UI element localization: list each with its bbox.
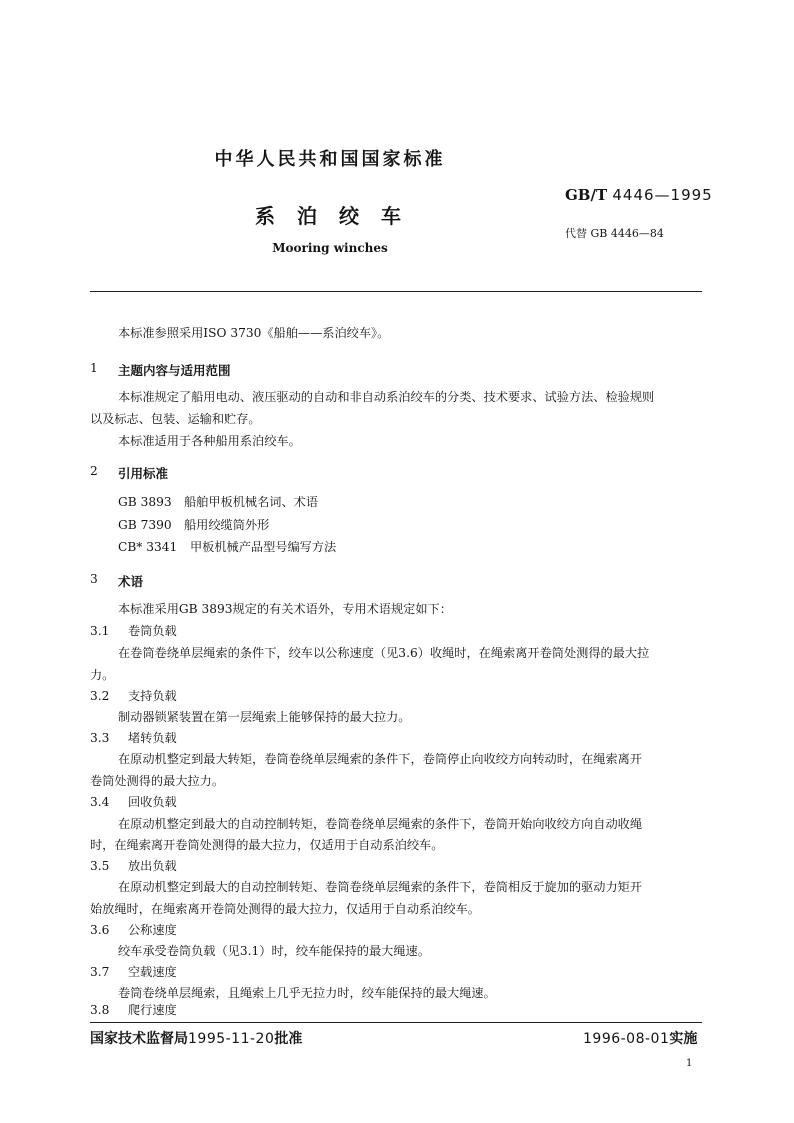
standard-year: 4446—1995 [612, 186, 713, 204]
term-name: 堵转负载 [128, 731, 177, 745]
section-1-paragraph-2: 本标准适用于各种船用系泊绞车。 [118, 434, 301, 448]
country-standard-title: 中华人民共和国国家标准 [214, 149, 446, 170]
term-name: 公称速度 [128, 923, 177, 937]
term-number: 3.5 [90, 859, 110, 873]
implementation-line [583, 1028, 697, 1048]
term-name: 卷筒负载 [128, 624, 177, 638]
reference-code: GB 7390 [118, 518, 172, 532]
approval-suffix: 批准 [274, 1031, 303, 1047]
term-number: 3.2 [90, 689, 110, 703]
term-number: 3.7 [90, 965, 110, 979]
standard-prefix: GB/T [565, 186, 608, 204]
section-1-paragraph-line1: 本标准规定了船用电动、液压驱动的自动和非自动系泊绞车的分类、技术要求、试验方法、检验规则 [118, 390, 655, 404]
term-number: 3.6 [90, 923, 110, 937]
term-number: 3.1 [90, 624, 110, 638]
term-number: 3.8 [90, 1003, 110, 1017]
term-number: 3.4 [90, 795, 110, 809]
term-name: 回收负载 [128, 795, 177, 809]
section-1-title: 主题内容与适用范围 [118, 363, 231, 378]
document-title-en: Mooring winches [272, 241, 388, 255]
approval-line [90, 1028, 302, 1048]
reference-name: 船用绞缆筒外形 [184, 518, 270, 532]
term-definition-line1: 卷筒卷绕单层绳索，且绳索上几乎无拉力时，绞车能保持的最大绳速。 [118, 986, 496, 1000]
section-3-title: 术语 [118, 574, 144, 589]
reference-code: CB* 3341 [118, 540, 178, 554]
term-definition-line1: 在原动机整定到最大转矩，卷筒卷绕单层绳索的条件下，卷筒停止向收绞方向转动时，在绳索离开 [118, 752, 643, 766]
reference-name: 甲板机械产品型号编写方法 [190, 540, 337, 554]
term-number: 3.3 [90, 731, 110, 745]
term-name: 支持负载 [128, 689, 177, 703]
term-definition-line1: 绞车承受卷筒负载（见3.1）时，绞车能保持的最大绳速。 [118, 944, 430, 958]
page-number: 1 [686, 1058, 693, 1069]
reference-name: 船舶甲板机械名词、术语 [184, 495, 319, 509]
section-1-paragraph-line2: 以及标志、包装、运输和贮存。 [90, 412, 261, 426]
section-3-intro: 本标准采用GB 3893规定的有关术语外，专用术语规定如下： [118, 602, 452, 616]
term-definition-line1: 制动器锁紧装置在第一层绳索上能够保持的最大拉力。 [118, 710, 411, 724]
document-title-cn: 系泊绞车 [255, 204, 423, 228]
term-name: 放出负载 [128, 859, 177, 873]
term-definition-line1: 在原动机整定到最大的自动控制转矩，卷筒卷绕单层绳索的条件下，卷筒开始向收绞方向自动收绳 [118, 817, 643, 831]
term-definition-line2: 始放绳时，在绳索离开卷筒处测得的最大拉力，仅适用于自动系泊绞车。 [90, 902, 480, 916]
term-definition-line1: 在原动机整定到最大的自动控制转矩、卷筒卷绕单层绳索的条件下，卷筒相反于旋加的驱动力矩开 [118, 880, 643, 894]
standard-number [565, 186, 713, 204]
section-2-number: 2 [90, 464, 98, 478]
term-definition-line2: 时，在绳索离开卷筒处测得的最大拉力，仅适用于自动系泊绞车。 [90, 838, 444, 852]
reference-code: GB 3893 [118, 495, 172, 509]
term-name: 空载速度 [128, 965, 177, 979]
header-divider [90, 291, 702, 292]
term-definition-line1: 在卷筒卷绕单层绳索的条件下，绞车以公称速度（见3.6）收绳时，在绳索离开卷筒处测得的最大拉 [118, 646, 650, 660]
approval-org: 国家技术监督局 [90, 1031, 188, 1047]
replaces-standard: 代替 GB 4446—84 [565, 227, 664, 240]
approval-date: 1995-11-20 [188, 1031, 275, 1047]
section-2-title: 引用标准 [118, 466, 169, 481]
section-1-number: 1 [90, 361, 98, 375]
implementation-date: 1996-08-01 [583, 1031, 670, 1047]
footer-divider [90, 1022, 702, 1023]
section-3-number: 3 [90, 572, 98, 586]
term-definition-line2: 力。 [90, 668, 115, 682]
term-definition-line2: 卷筒处测得的最大拉力。 [90, 774, 225, 788]
intro-paragraph: 本标准参照采用ISO 3730《船舶——系泊绞车》。 [118, 326, 390, 340]
implementation-suffix: 实施 [669, 1031, 698, 1047]
term-name: 爬行速度 [128, 1003, 177, 1017]
